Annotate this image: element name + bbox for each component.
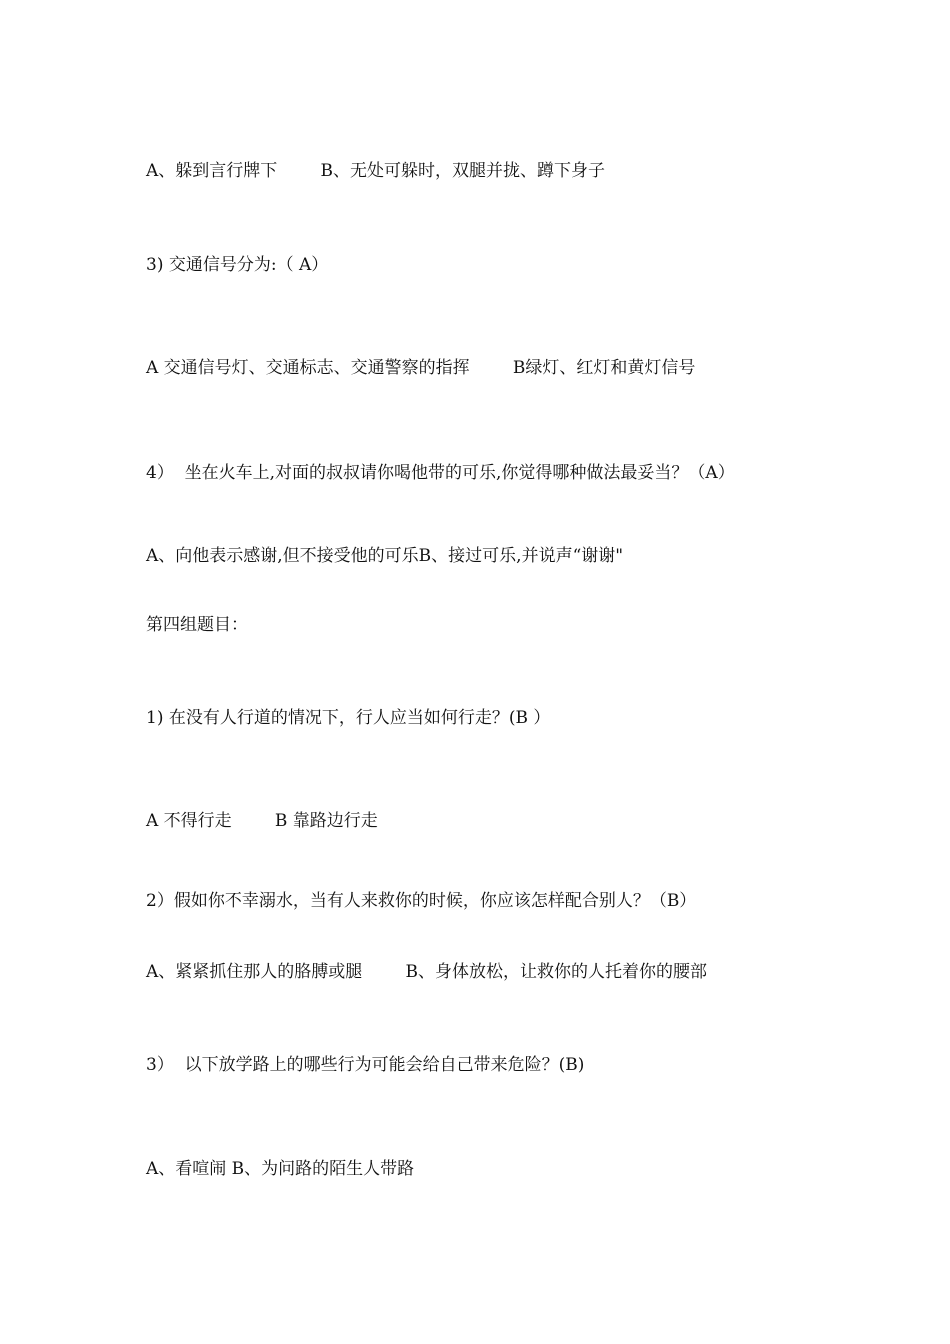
question-line: 3) 交通信号分为:（ A） (146, 255, 329, 275)
answer-options-line: A 不得行走 B 靠路边行走 (146, 811, 378, 831)
answer-options-line: A、向他表示感谢,但不接受他的可乐B、接过可乐,并说声“谢谢" (146, 546, 624, 566)
question-line: 1) 在没有人行道的情况下，行人应当如何行走？(B ） (146, 708, 551, 728)
answer-options-line: A、躲到言行牌下 B、无处可躲时，双腿并拢、蹲下身子 (146, 161, 605, 181)
question-line: 3） 以下放学路上的哪些行为可能会给自己带来危险？(B) (146, 1055, 585, 1075)
answer-options-line: A、紧紧抓住那人的胳膊或腿 B、身体放松，让救你的人托着你的腰部 (146, 962, 707, 982)
section-heading: 第四组题目： (146, 615, 248, 635)
answer-options-line: A、看喧闹 B、为问路的陌生人带路 (146, 1159, 415, 1179)
question-line: 4） 坐在火车上,对面的叔叔请你喝他带的可乐,你觉得哪种做法最妥当？（A） (146, 463, 735, 483)
answer-options-line: A 交通信号灯、交通标志、交通警察的指挥 B绿灯、红灯和黄灯信号 (146, 358, 696, 378)
question-line: 2）假如你不幸溺水，当有人来救你的时候，你应该怎样配合别人？（B） (146, 891, 697, 911)
